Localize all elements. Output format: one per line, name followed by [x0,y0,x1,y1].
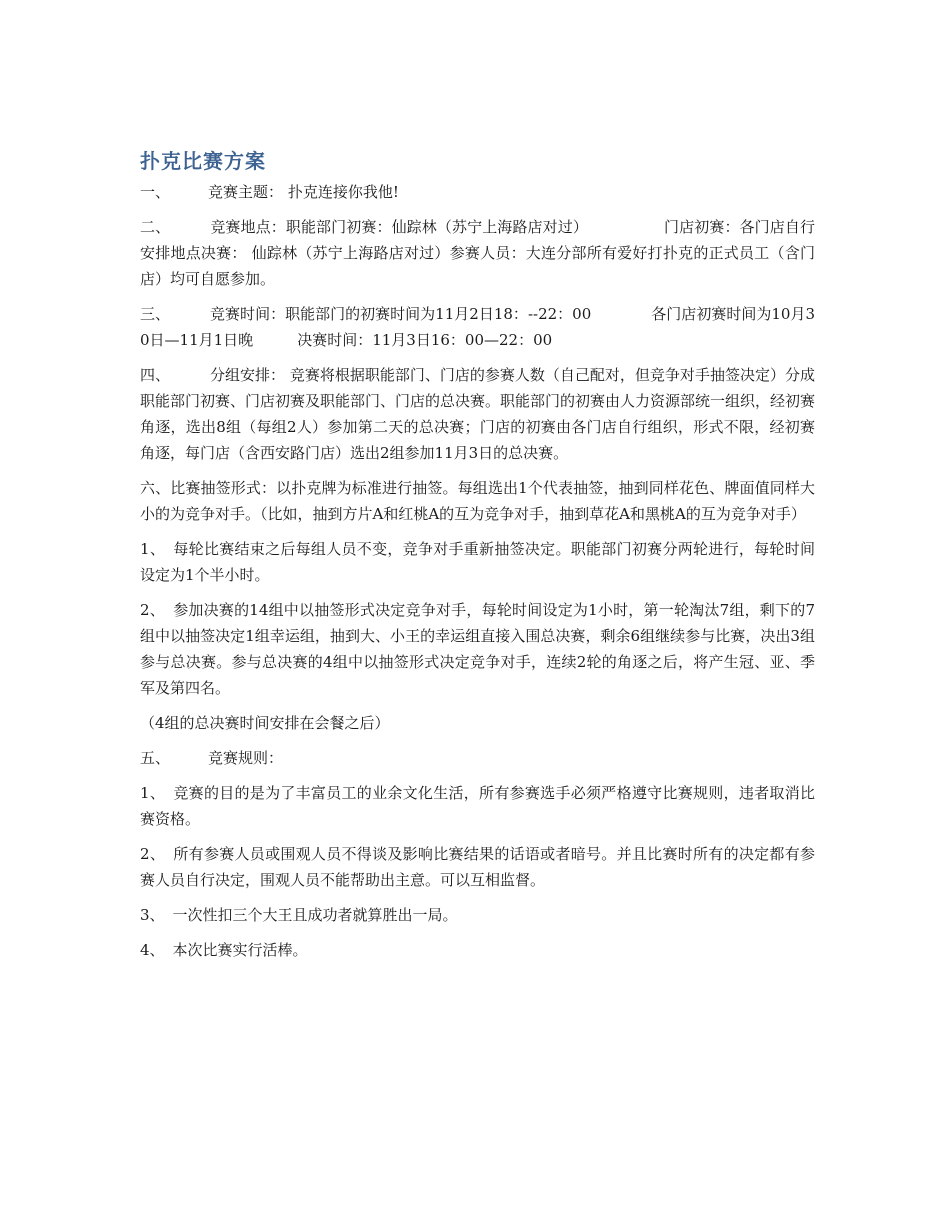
location-part-1: 职能部门初赛：仙踪林（苏宁上海路店对过） [285,218,588,236]
item-text: 一次性扣三个大王且成功者就算胜出一局。 [172,906,458,924]
section-text: 竞赛将根据职能部门、门店的参赛人数（自己配对，但竞争对手抽签决定）分成职能部门初赛、门店初赛及职能部门、门店的总决赛。职能部门的初赛由人力资源部统一组织，经初赛角逐，选出8组（每组2人）参加第二天的总决赛；门店的初赛由各门店自行组织，形式不限，经初赛角逐，每门店（含西安路门店）选出2组参加11月3日的总决赛。 [140,366,816,462]
section-time [140,301,815,353]
item-text: 本次比赛实行活棒。 [172,941,308,959]
item-number: 2、 [140,601,165,619]
time-part-2: 各门店初赛时间为10月30日—11月1日晚 [140,305,816,349]
item-text: 所有参赛人员或围观人员不得谈及影响比赛结果的话语或者暗号。并且比赛时所有的决定都有参赛人员自行决定，围观人员不能帮助出主意。可以互相监督。 [140,845,815,889]
location-part-3: 仙踪林（苏宁上海路店对过）参赛人员：大连分部所有爱好打扑克的正式员工（含门店）均可自愿参加。 [140,244,815,288]
time-part-3: 决赛时间：11月3日16：00—22：00 [297,331,553,349]
item-number: 4、 [140,941,165,959]
time-part-1: 职能部门的初赛时间为11月2日18：--22：00 [285,305,592,323]
section-grouping [140,362,815,466]
document-page [140,147,815,972]
final-note: （4组的总决赛时间安排在会餐之后） [140,714,390,732]
draw-item-2 [140,597,815,701]
item-number: 2、 [140,845,166,863]
section-theme [140,179,815,205]
section-number: 二、 [140,218,171,236]
section-text: 扑克连接你我他! [287,183,399,201]
section-number: 五、 [140,749,171,767]
draw-item-1 [140,536,815,588]
item-text: 竞赛的目的是为了丰富员工的业余文化生活，所有参赛选手必须严格遵守比赛规则，违者取消比赛资格。 [140,784,815,828]
rule-item-2 [140,841,815,893]
section-label: 竞赛时间： [210,305,286,323]
document-title: 扑克比赛方案 [140,149,266,173]
rule-item-3 [140,902,815,928]
section-number: 一、 [140,183,171,201]
section-label: 竞赛地点： [210,218,286,236]
section-number: 三、 [140,305,171,323]
item-number: 3、 [140,906,165,924]
section-location [140,214,815,292]
section-rules [140,745,815,771]
item-number: 1、 [140,784,166,802]
rule-item-1 [140,780,815,832]
location-part-2: 门店初赛：各门店自行安排地点决赛： [140,218,815,262]
item-number: 1、 [140,540,166,558]
item-text: 参加决赛的14组中以抽签形式决定竞争对手，每轮时间设定为1小时，第一轮淘汰7组，剩下的7组中以抽签决定1组幸运组，抽到大、小王的幸运组直接入围总决赛，剩余6组继续参与比赛，决出3组参与总决赛。参与总决赛的4组中以抽签形式决定竞争对手，连续2轮的角逐之后，将产生冠、亚、季军及第四名。 [140,601,815,697]
section-number: 四、 [140,366,171,384]
section-label: 竞赛规则： [208,749,284,767]
section-label: 分组安排： [210,366,286,384]
rule-item-4 [140,937,815,963]
section-label: 竞赛主题： [208,183,284,201]
section-draw: 六、比赛抽签形式：以扑克牌为标准进行抽签。每组选出1个代表抽签，抽到同样花色、牌面值同样大小的为竞争对手。（比如，抽到方片A和红桃A的互为竞争对手，抽到草花A和黑桃A的互为竞争对手） [140,479,815,523]
item-text: 每轮比赛结束之后每组人员不变，竞争对手重新抽签决定。职能部门初赛分两轮进行，每轮时间设定为1个半小时。 [140,540,815,584]
